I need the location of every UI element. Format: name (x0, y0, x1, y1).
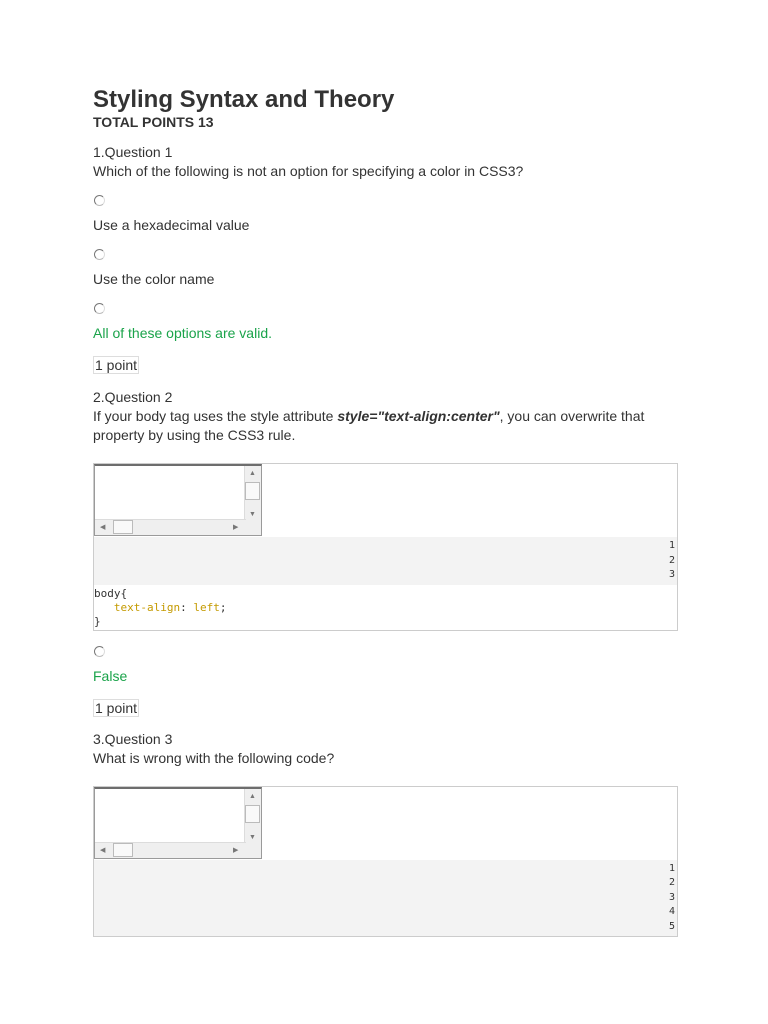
line-number: 3 (668, 891, 675, 903)
scroll-down-icon[interactable]: ▼ (249, 511, 256, 518)
page-title: Styling Syntax and Theory (93, 86, 395, 113)
question-text-before: If your body tag uses the style attribute (93, 408, 338, 424)
line-number: 1 (668, 862, 675, 874)
question-1 (93, 143, 677, 375)
answer-option-3[interactable] (93, 303, 677, 343)
option-label-correct: False (93, 667, 128, 684)
code-line-3: } (94, 614, 101, 628)
line-number-gutter (94, 860, 677, 937)
code-indent (94, 601, 114, 614)
scroll-thumb[interactable] (245, 805, 260, 823)
scroll-up-icon[interactable]: ▲ (249, 792, 256, 800)
question-text-after: , you can overwrite that property by using the CSS3 rule. (93, 408, 645, 443)
line-number: 1 (668, 540, 675, 551)
radio-button[interactable] (94, 195, 105, 206)
question-2 (93, 388, 677, 718)
answer-option-false[interactable] (93, 646, 677, 686)
points-badge: 1 point (95, 699, 138, 716)
line-number: 2 (668, 554, 675, 566)
line-number: 2 (668, 877, 675, 888)
scroll-right-icon[interactable]: ▶ (233, 846, 239, 854)
question-number: 3.Question 3 (93, 730, 173, 747)
scroll-left-icon[interactable]: ◀ (100, 524, 106, 531)
code-editor (94, 464, 677, 537)
scroll-down-icon[interactable]: ▼ (249, 833, 256, 841)
code-property: text-align (113, 600, 181, 614)
points-badge: 1 point (95, 357, 138, 373)
scroll-up-icon[interactable]: ▲ (249, 470, 256, 477)
question-text: Which of the following is not an option for specifying a color in CSS3? (93, 163, 524, 179)
horizontal-scrollbar[interactable] (95, 519, 246, 535)
radio-button[interactable] (94, 646, 105, 657)
code-colon: : (180, 600, 194, 614)
code-block (93, 463, 678, 631)
scroll-right-icon[interactable]: ▶ (233, 524, 239, 531)
total-points: TOTAL POINTS 13 (93, 114, 214, 130)
vertical-scrollbar[interactable] (244, 789, 261, 845)
question-text: What is wrong with the following code? (93, 749, 335, 766)
code-line-1: body{ (94, 586, 128, 600)
horizontal-scrollbar[interactable] (95, 842, 246, 858)
answer-option-2[interactable] (93, 249, 677, 289)
line-number: 4 (668, 906, 675, 917)
option-label-correct: All of these options are valid. (93, 325, 272, 341)
scroll-left-icon[interactable]: ◀ (100, 846, 106, 854)
vertical-scrollbar[interactable] (244, 466, 261, 522)
line-number: 5 (668, 920, 675, 932)
scrollbar-corner (245, 843, 261, 858)
code-block (93, 786, 678, 938)
radio-button[interactable] (94, 303, 105, 314)
code-editor (94, 787, 677, 860)
answer-option-1[interactable] (93, 195, 677, 235)
question-text-emphasis: style="text-align:center" (337, 408, 500, 424)
radio-button[interactable] (94, 249, 105, 260)
option-label: Use the color name (93, 271, 215, 287)
code-textarea[interactable] (94, 464, 262, 536)
question-3 (93, 730, 677, 938)
line-number-gutter (94, 537, 677, 585)
scroll-thumb[interactable] (113, 520, 133, 534)
scroll-thumb[interactable] (245, 482, 260, 500)
option-label: Use a hexadecimal value (93, 217, 250, 233)
code-semicolon: ; (219, 600, 227, 614)
question-number: 1.Question 1 (93, 144, 173, 160)
code-textarea[interactable] (94, 787, 262, 859)
quiz-page (93, 86, 677, 937)
code-value: left (193, 600, 220, 614)
line-number: 3 (668, 569, 675, 580)
question-text (93, 407, 677, 445)
code-content (94, 585, 677, 630)
scroll-thumb[interactable] (113, 843, 133, 857)
scrollbar-corner (245, 520, 261, 535)
question-number: 2.Question 2 (93, 389, 173, 405)
